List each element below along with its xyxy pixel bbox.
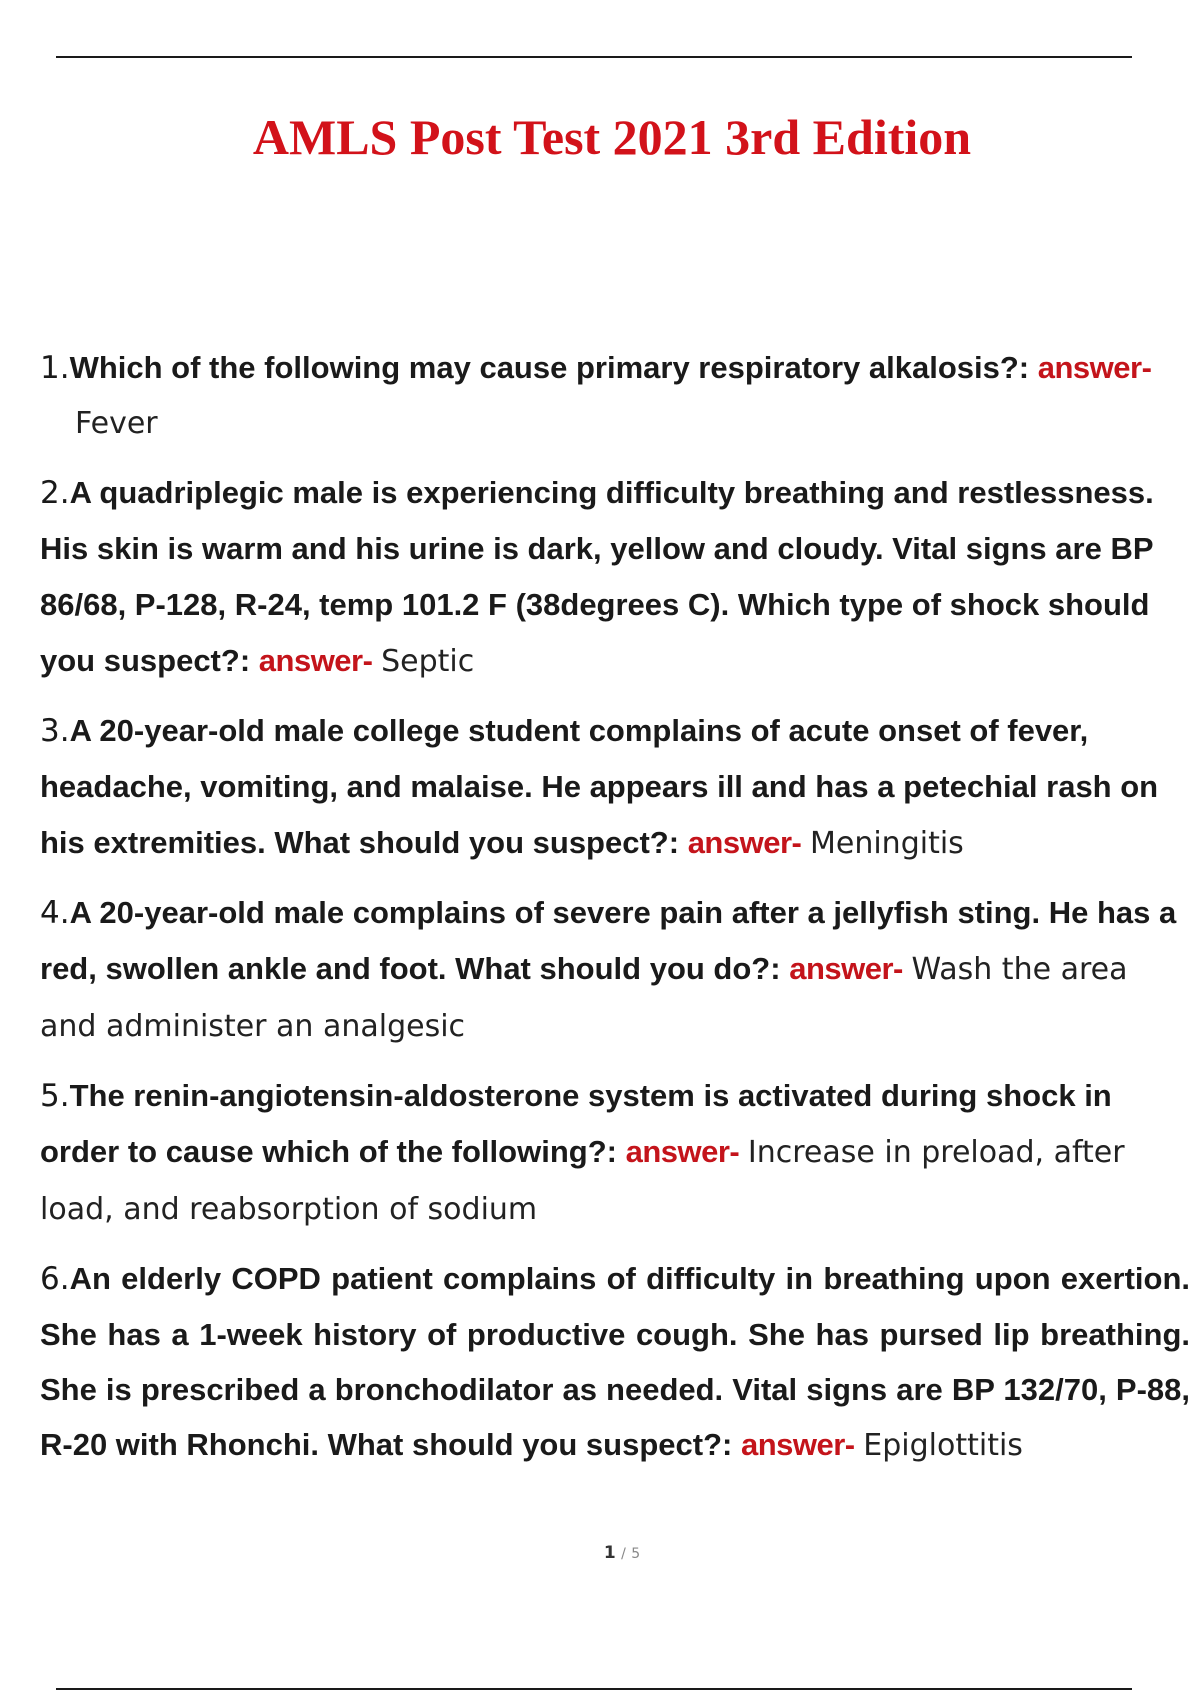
top-divider [56,56,1132,58]
question-item-3 [40,703,1190,872]
answer-label: answer- [258,643,373,678]
question-text: A quadriplegic male is experiencing difficulty breathing and restlessness. His skin is warm and his urine is dark, yellow and cloudy. Vital signs are BP 86/68, P-128, R-24, temp 101.2 F (38degrees C). Which type of shock should you suspect?: [40,475,1154,678]
answer-text: Epiglottitis [863,1428,1023,1463]
question-number: 3. [40,713,70,749]
answer-label: answer- [687,825,802,860]
document-title: AMLS Post Test 2021 3rd Edition [252,109,972,165]
question-text: Which of the following may cause primary respiratory alkalosis?: [69,350,1030,385]
question-number: 2. [40,475,70,511]
answer-label: answer- [625,1134,740,1169]
total-pages: 5 [631,1546,641,1562]
question-number: 5. [40,1078,70,1114]
answer-label: answer- [789,951,903,986]
answer-label: answer- [1037,350,1152,385]
question-item-5 [40,1068,1190,1238]
answer-label: answer- [740,1427,855,1462]
answer-text: Fever [75,406,158,441]
answer-text: Meningitis [809,826,964,861]
current-page: 1 [603,1543,616,1563]
bottom-divider [56,1688,1132,1690]
question-text: An elderly COPD patient complains of difficulty in breathing upon exertion. She has a 1-week history of productive cough. She has pursed lip breathing. She is prescribed a bronchodilator as needed. Vital signs are BP 132/70, P-88, R-20 with Rhonchi. What should you suspect?: [40,1261,1190,1462]
question-list [40,340,1190,1487]
question-item-1 [40,340,1190,452]
question-item-6 [40,1251,1190,1473]
question-text: A 20-year-old male complains of severe pain after a jellyfish sting. He has a red, swollen ankle and foot. What should you do?: [40,895,1177,986]
answer-text: Septic [381,644,475,679]
answer-text: Increase in preload, after load, and reabsorption of sodium [40,1135,1125,1227]
page-separator: / [621,1546,626,1562]
question-number: 4. [40,895,70,931]
page-indicator [0,1543,1200,1563]
question-item-2 [40,465,1190,690]
question-text: A 20-year-old male college student complains of acute onset of fever, headache, vomiting, and malaise. He appears ill and has a petechial rash on his extremities. What should you suspect?: [40,713,1159,860]
question-number: 6. [40,1261,70,1297]
question-item-4 [40,885,1190,1055]
question-text: The renin-angiotensin-aldosterone system is activated during shock in order to cause which of the following?: [40,1078,1112,1169]
question-number: 1. [40,350,70,386]
answer-text: Wash the area and administer an analgesic [40,952,1128,1044]
